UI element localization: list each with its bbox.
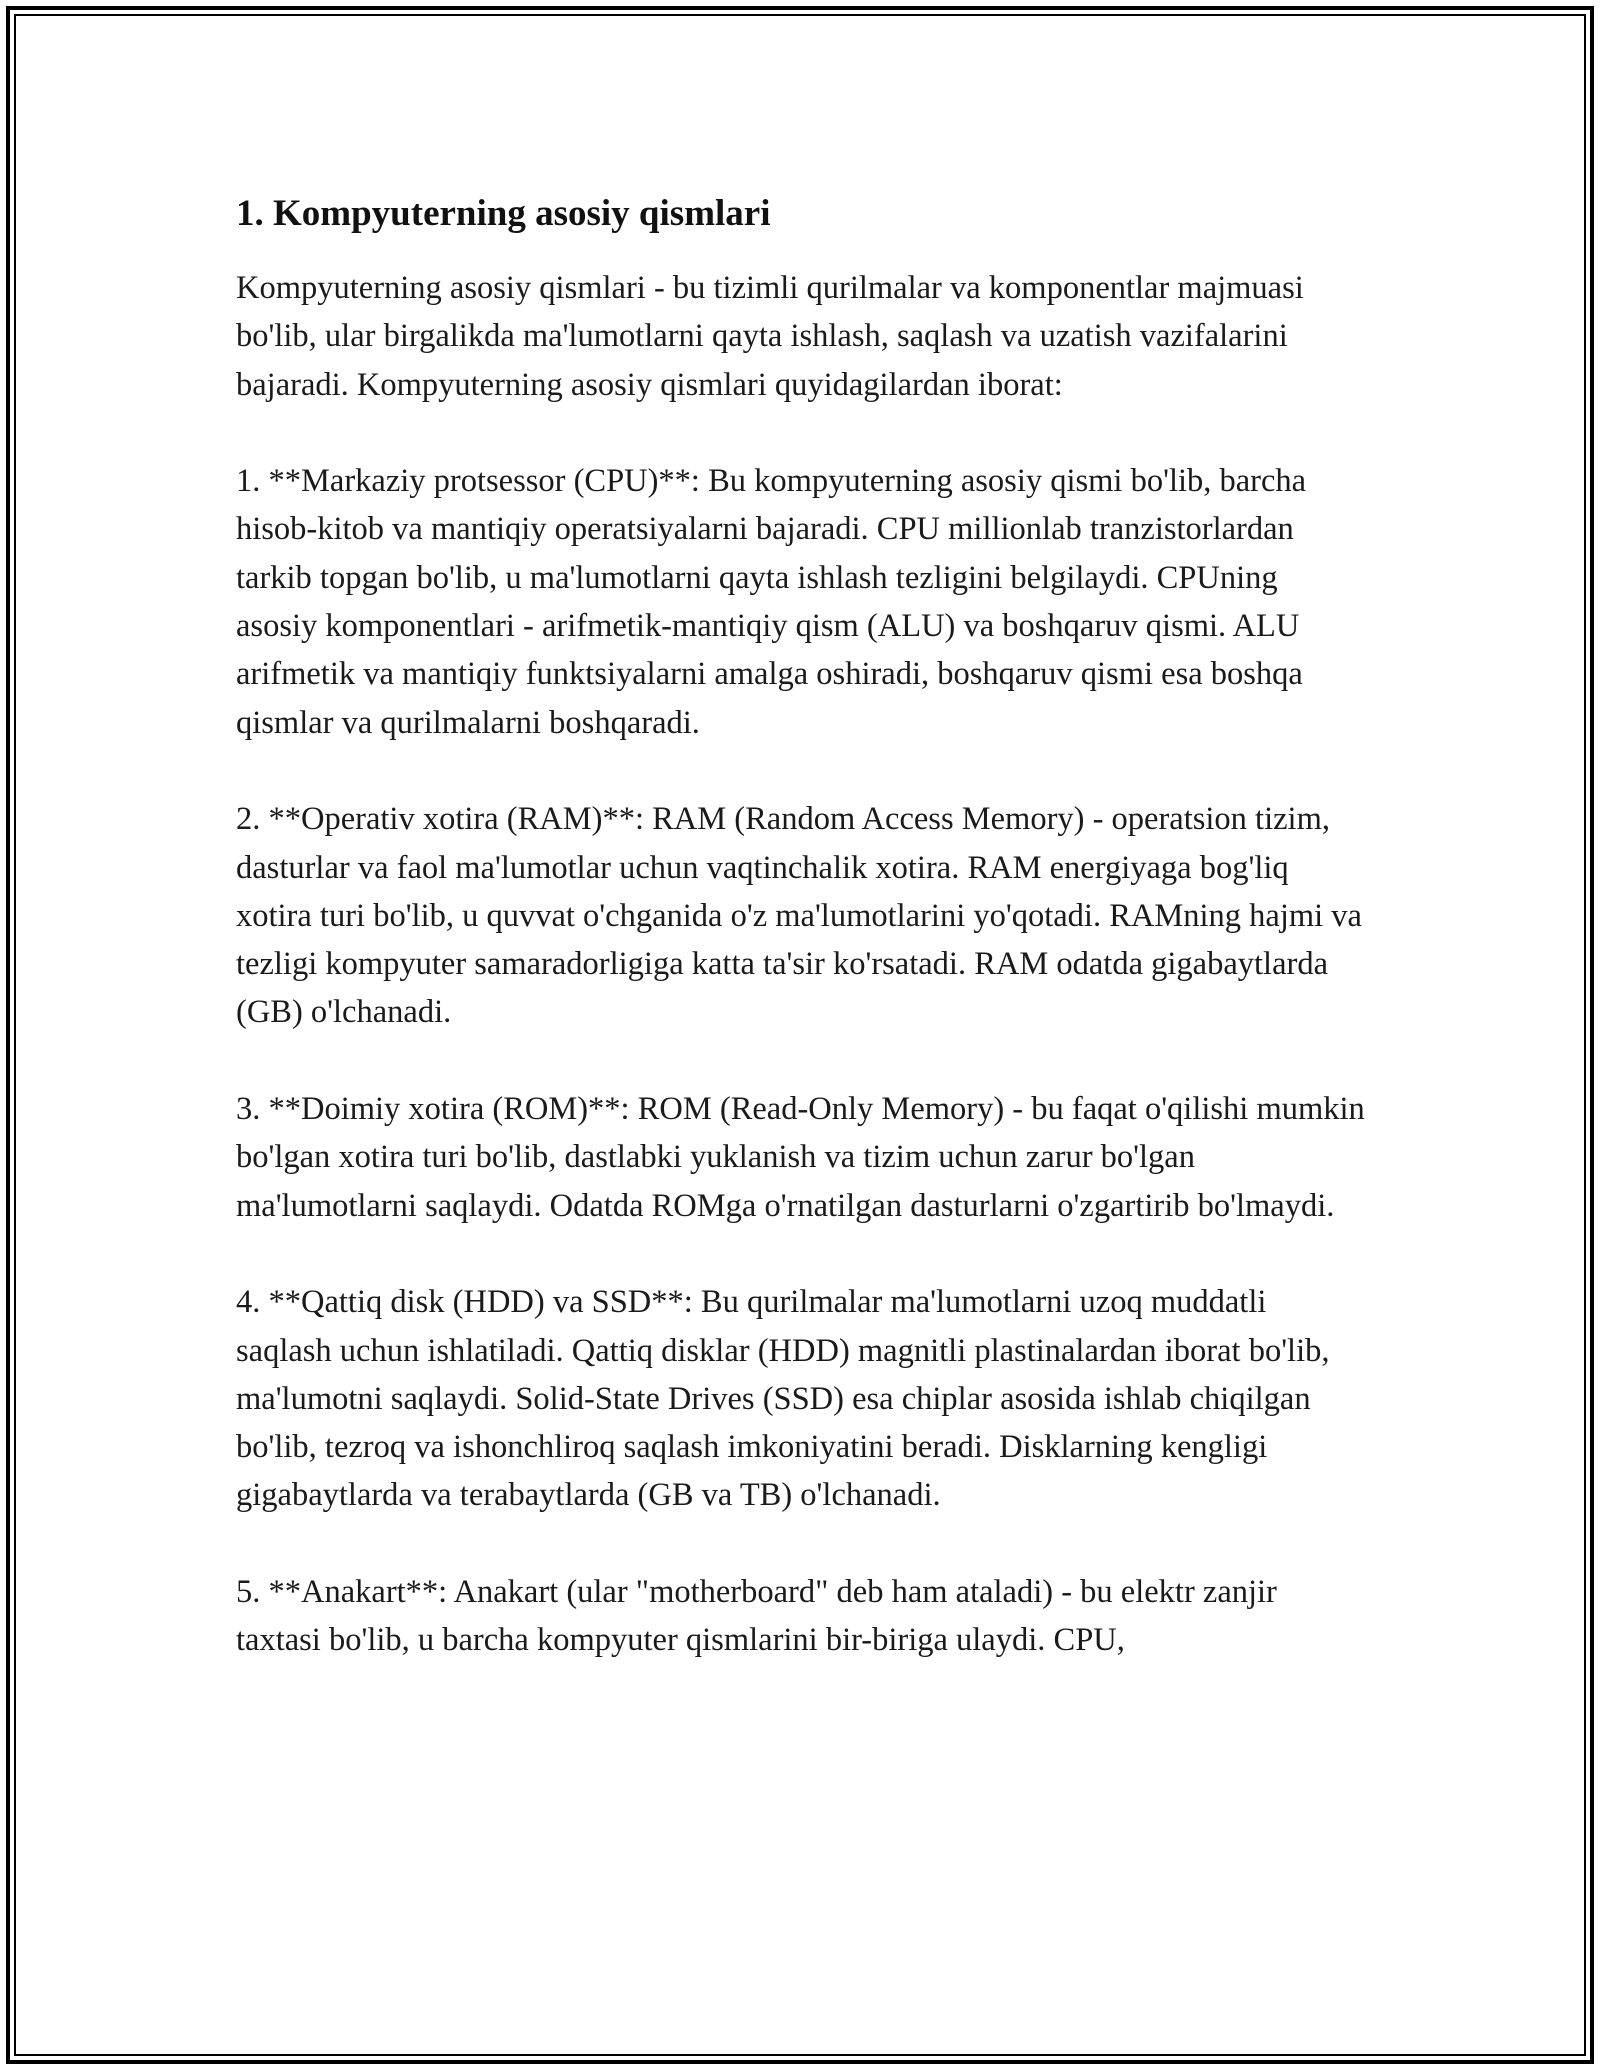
document-body — [236, 186, 1366, 1665]
list-item-ram: 2. **Operativ xotira (RAM)**: RAM (Random Access Memory) - operatsion tizim, dasturlar va faol ma'lumotlar uchun vaqtinchalik xotira. RAM energiyaga bog'liq xotira turi bo'lib, u quvvat o'chganida o'z ma'lumotlarini yo'qotadi. RAMning hajmi va tezligi kompyuter samaradorligiga katta ta'sir ko'rsatadi. RAM odatda gigabaytlarda (GB) o'lchanadi. — [236, 801, 1362, 1031]
intro-paragraph: Kompyuterning asosiy qismlari - bu tizimli qurilmalar va komponentlar majmuasi bo'lib, ular birgalikda ma'lumotlarni qayta ishlash, saqlash va uzatish vazifalarini bajaradi. Kompyuterning asosiy qismlari quyidagilardan iborat: — [236, 270, 1304, 403]
section-heading: 1. Kompyuterning asosiy qismlari — [236, 193, 771, 234]
list-item-hdd-ssd: 4. **Qattiq disk (HDD) va SSD**: Bu qurilmalar ma'lumotlarni uzoq muddatli saqlash uchun ishlatiladi. Qattiq disklar (HDD) magnitli plastinalardan iborat bo'lib, ma'lumotni saqlaydi. Solid-State Drives (SSD) esa chiplar asosida ishlab chiqilgan bo'lib, tezroq va ishonchliroq saqlash imkoniyatini beradi. Disklarning kengligi gigabaytlarda va terabaytlarda (GB va TB) o'lchanadi. — [236, 1284, 1330, 1514]
list-item-rom: 3. **Doimiy xotira (ROM)**: ROM (Read-Only Memory) - bu faqat o'qilishi mumkin bo'lgan xotira turi bo'lib, dastlabki yuklanish va tizim uchun zarur bo'lgan ma'lumotlarni saqlaydi. Odatda ROMga o'rnatilgan dasturlarni o'zgartirib bo'lmaydi. — [236, 1091, 1365, 1224]
list-item-motherboard: 5. **Anakart**: Anakart (ular "motherboard" deb ham ataladi) - bu elektr zanjir taxtasi bo'lib, u barcha kompyuter qismlarini bir-biriga ulaydi. CPU, — [236, 1574, 1277, 1659]
list-item-cpu: 1. **Markaziy protsessor (CPU)**: Bu kompyuterning asosiy qismi bo'lib, barcha hisob-kitob va mantiqiy operatsiyalarni bajaradi. CPU millionlab tranzistorlardan tarkib topgan bo'lib, u ma'lumotlarni qayta ishlash tezligini belgilaydi. CPUning asosiy komponentlari - arifmetik-mantiqiy qism (ALU) va boshqaruv qismi. ALU arifmetik va mantiqiy funktsiyalarni amalga oshiradi, boshqaruv qismi esa boshqa qismlar va qurilmalarni boshqaradi. — [236, 463, 1307, 741]
